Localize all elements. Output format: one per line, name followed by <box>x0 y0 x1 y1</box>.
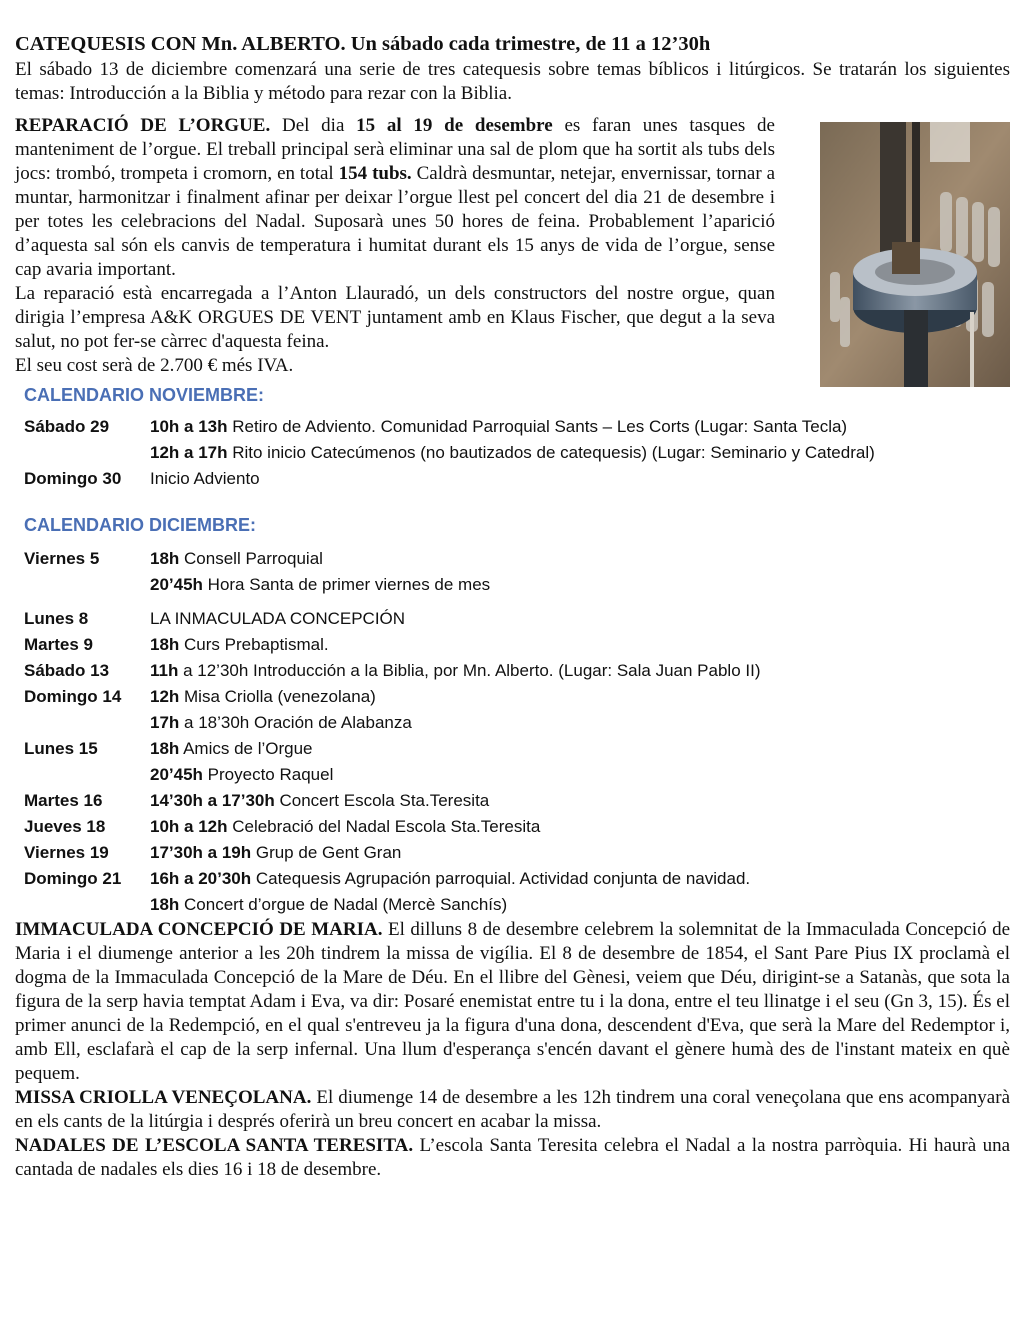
calendar-row <box>24 546 761 572</box>
calendar-row <box>24 866 761 892</box>
calendar-time: 20’45h <box>150 765 203 784</box>
calendar-row <box>24 466 875 492</box>
calendar-event <box>150 762 761 788</box>
calendar-december-title: CALENDARIO DICIEMBRE: <box>24 515 256 535</box>
calendar-event <box>150 866 761 892</box>
calendar-time: 18h <box>150 895 180 914</box>
calendar-description: Amics de l’Orgue <box>179 739 313 758</box>
calendar-december <box>15 514 1010 918</box>
nadales-heading: NADALES DE L’ESCOLA SANTA TERESITA. <box>15 1135 414 1156</box>
calendar-time: 17’30h a 19h <box>150 843 252 862</box>
calendar-description: Hora Santa de primer viernes de mes <box>202 575 491 594</box>
calendar-time: 10h a 12h <box>150 817 228 836</box>
calendar-row <box>24 440 875 466</box>
calendar-event <box>150 736 761 762</box>
calendar-day: Sábado 29 <box>24 417 110 436</box>
immaculada-heading: IMMACULADA CONCEPCIÓ DE MARIA. <box>15 919 383 940</box>
calendar-event <box>150 658 761 684</box>
organ-pipe-photo <box>820 122 1010 387</box>
calendar-row <box>24 736 761 762</box>
calendar-description: LA INMACULADA CONCEPCIÓN <box>150 609 406 628</box>
calendar-day: Domingo 21 <box>24 869 122 888</box>
calendar-row <box>24 892 761 918</box>
calendar-day: Jueves 18 <box>24 817 106 836</box>
calendar-description: Retiro de Adviento. Comunidad Parroquial Sants – Les Corts (Lugar: Santa Tecla) <box>227 417 848 436</box>
calendar-time: 16h a 20’30h <box>150 869 252 888</box>
calendar-event <box>150 684 761 710</box>
calendar-day: Martes 9 <box>24 635 93 654</box>
calendar-day <box>24 440 150 466</box>
calendar-day <box>24 762 150 788</box>
calendar-description: Proyecto Raquel <box>202 765 334 784</box>
calendar-description: Consell Parroquial <box>179 549 323 568</box>
calendar-event <box>150 840 761 866</box>
catequesis-paragraph: El sábado 13 de diciembre comenzará una serie de tres catequesis sobre temas bíblicos i litúrgicos. Se tratarán los siguientes temas: Introducción a la Biblia y método para rezar con la Biblia. <box>15 59 1010 104</box>
calendar-day: Domingo 30 <box>24 469 122 488</box>
calendar-event <box>150 710 761 736</box>
calendar-description: Rito inicio Catecúmenos (no bautizados de catequesis) (Lugar: Seminario y Catedral) <box>227 443 875 462</box>
missa-criolla-section <box>15 1086 1010 1134</box>
missa-criolla-heading: MISSA CRIOLLA VENEÇOLANA. <box>15 1087 312 1108</box>
organ-text-a: Del dia <box>270 115 357 136</box>
calendar-november-title: CALENDARIO NOVIEMBRE: <box>24 385 265 405</box>
calendar-time: 10h a 13h <box>150 417 228 436</box>
calendar-row <box>24 684 761 710</box>
calendar-day <box>24 710 150 736</box>
calendar-event <box>150 632 761 658</box>
organ-repair-heading: REPARACIÓ DE L’ORGUE. <box>15 115 271 136</box>
organ-repair-paragraph-1 <box>15 114 775 282</box>
calendar-description: Catequesis Agrupación parroquial. Actividad conjunta de navidad. <box>251 869 751 888</box>
calendar-day: Viernes 5 <box>24 549 100 568</box>
calendar-description: a 12’30h Introducción a la Biblia, por Mn. Alberto. (Lugar: Sala Juan Pablo II) <box>178 661 761 680</box>
calendar-day: Sábado 13 <box>24 661 110 680</box>
organ-tubs-count: 154 tubs. <box>338 163 412 184</box>
calendar-day: Domingo 14 <box>24 687 122 706</box>
calendar-row <box>24 840 761 866</box>
immaculada-body: El dilluns 8 de desembre celebrem la solemnitat de la Immaculada Concepció de Maria i el diumenge anterior a les 20h tindrem la missa de vigília. El 8 de desembre de 1854, el Sant Pare Pius IX proclamà el dogma de la Immaculada Concepció de la Mare de Déu. En el llibre del Gènesi, veiem que Déu, dirigint-se a Satanàs, que sota la figura de la serp havia temptat Adam i Eva, va dir: Posaré enemistat entre tu i la dona, entre el teu llinatge i el seu (Gn 3, 15). És el primer anunci de la Redempció, en el qual s'entreveu ja la figura d'una dona, descendent d'Eva, que serà la Mare del Redemptor i, amb Ell, esclafarà el cap de la serp infernal. Una llum d'esperança s'encén davant el gènere humà des de l'instant mateix en què pequem. <box>15 919 1010 1084</box>
calendar-description: Inicio Adviento <box>150 469 260 488</box>
calendar-time: 17h <box>150 713 180 732</box>
calendar-row <box>24 606 761 632</box>
calendar-description: Curs Prebaptismal. <box>179 635 329 654</box>
calendar-november-table <box>24 414 875 492</box>
organ-repair-paragraph-2: La reparació està encarregada a l’Anton Llauradó, un dels constructors del nostre orgue, quan dirigia l’empresa A&K ORGUES DE VENT juntament amb en Klaus Fischer, que degut a la seva salut, no pot fer-se càrrec d'aquesta feina. <box>15 283 775 352</box>
calendar-description: Misa Criolla (venezolana) <box>179 687 376 706</box>
calendar-day <box>24 572 150 606</box>
calendar-time: 14’30h a 17’30h <box>150 791 275 810</box>
organ-text-c: Caldrà desmuntar, netejar, envernissar, tornar a muntar, harmonitzar i finalment afinar per deixar l’orgue llest pel concert del dia 21 de desembre i per totes les celebracions del Nadal. Suposarà unes 50 hores de feina. Probablement l’aparició d’aquesta sal són els canvis de temperatura i humitat durant els 15 anys de vida de l’orgue, sense cap avaria important. <box>15 163 776 280</box>
calendar-row <box>24 632 761 658</box>
calendar-row <box>24 814 761 840</box>
calendar-description: a 18’30h Oración de Alabanza <box>179 713 412 732</box>
calendar-december-table <box>24 546 761 918</box>
missa-criolla-body: El diumenge 14 de desembre a les 12h tindrem una coral veneçolana que ens acompanyarà en els cants de la litúrgia i després oferirà un breu concert en acabar la missa. <box>15 1087 1010 1132</box>
calendar-description: Grup de Gent Gran <box>251 843 402 862</box>
bulletin-page <box>15 30 1010 1182</box>
immaculada-section <box>15 918 1010 1086</box>
calendar-day: Viernes 19 <box>24 843 109 862</box>
calendar-row <box>24 710 761 736</box>
calendar-time: 18h <box>150 739 180 758</box>
calendar-row <box>24 762 761 788</box>
calendar-day: Martes 16 <box>24 791 103 810</box>
calendar-day <box>24 892 150 918</box>
calendar-time: 11h <box>150 661 179 680</box>
calendar-event <box>150 440 875 466</box>
calendar-time: 18h <box>150 549 180 568</box>
calendar-event <box>150 892 761 918</box>
calendar-november <box>15 384 1010 492</box>
organ-repair-dates: 15 al 19 de desembre <box>356 115 553 136</box>
nadales-body: L’escola Santa Teresita celebra el Nadal a la nostra parròquia. Hi haurà una cantada de nadales els dies 16 i 18 de desembre. <box>15 1135 1010 1180</box>
calendar-description: Concert d’orgue de Nadal (Mercè Sanchís) <box>179 895 508 914</box>
calendar-event <box>150 414 875 440</box>
organ-repair-cost: El seu cost serà de 2.700 € més IVA. <box>15 355 294 376</box>
calendar-event <box>150 546 761 572</box>
nadales-section <box>15 1134 1010 1182</box>
calendar-time: 20’45h <box>150 575 203 594</box>
calendar-event <box>150 466 875 492</box>
calendar-description: Celebració del Nadal Escola Sta.Teresita <box>227 817 541 836</box>
calendar-row <box>24 658 761 684</box>
organ-text-b: es faran unes tasques de manteniment de l’orgue. El treball principal serà eliminar una sal de plom que ha sortit als tubs dels jocs: trombó, trompeta i cromorn, en total <box>15 115 775 184</box>
calendar-time: 12h a 17h <box>150 443 228 462</box>
calendar-day: Lunes 8 <box>24 609 89 628</box>
calendar-row <box>24 788 761 814</box>
calendar-event <box>150 788 761 814</box>
calendar-row <box>24 572 761 606</box>
calendar-description: Concert Escola Sta.Teresita <box>274 791 490 810</box>
organ-repair-section <box>15 114 1010 378</box>
calendar-row <box>24 414 875 440</box>
catequesis-heading: CATEQUESIS CON Mn. ALBERTO. Un sábado cada trimestre, de 11 a 12’30h <box>15 33 711 55</box>
calendar-event <box>150 572 761 606</box>
calendar-time: 18h <box>150 635 180 654</box>
calendar-day: Lunes 15 <box>24 739 98 758</box>
calendar-event <box>150 606 761 632</box>
calendar-time: 12h <box>150 687 180 706</box>
calendar-event <box>150 814 761 840</box>
